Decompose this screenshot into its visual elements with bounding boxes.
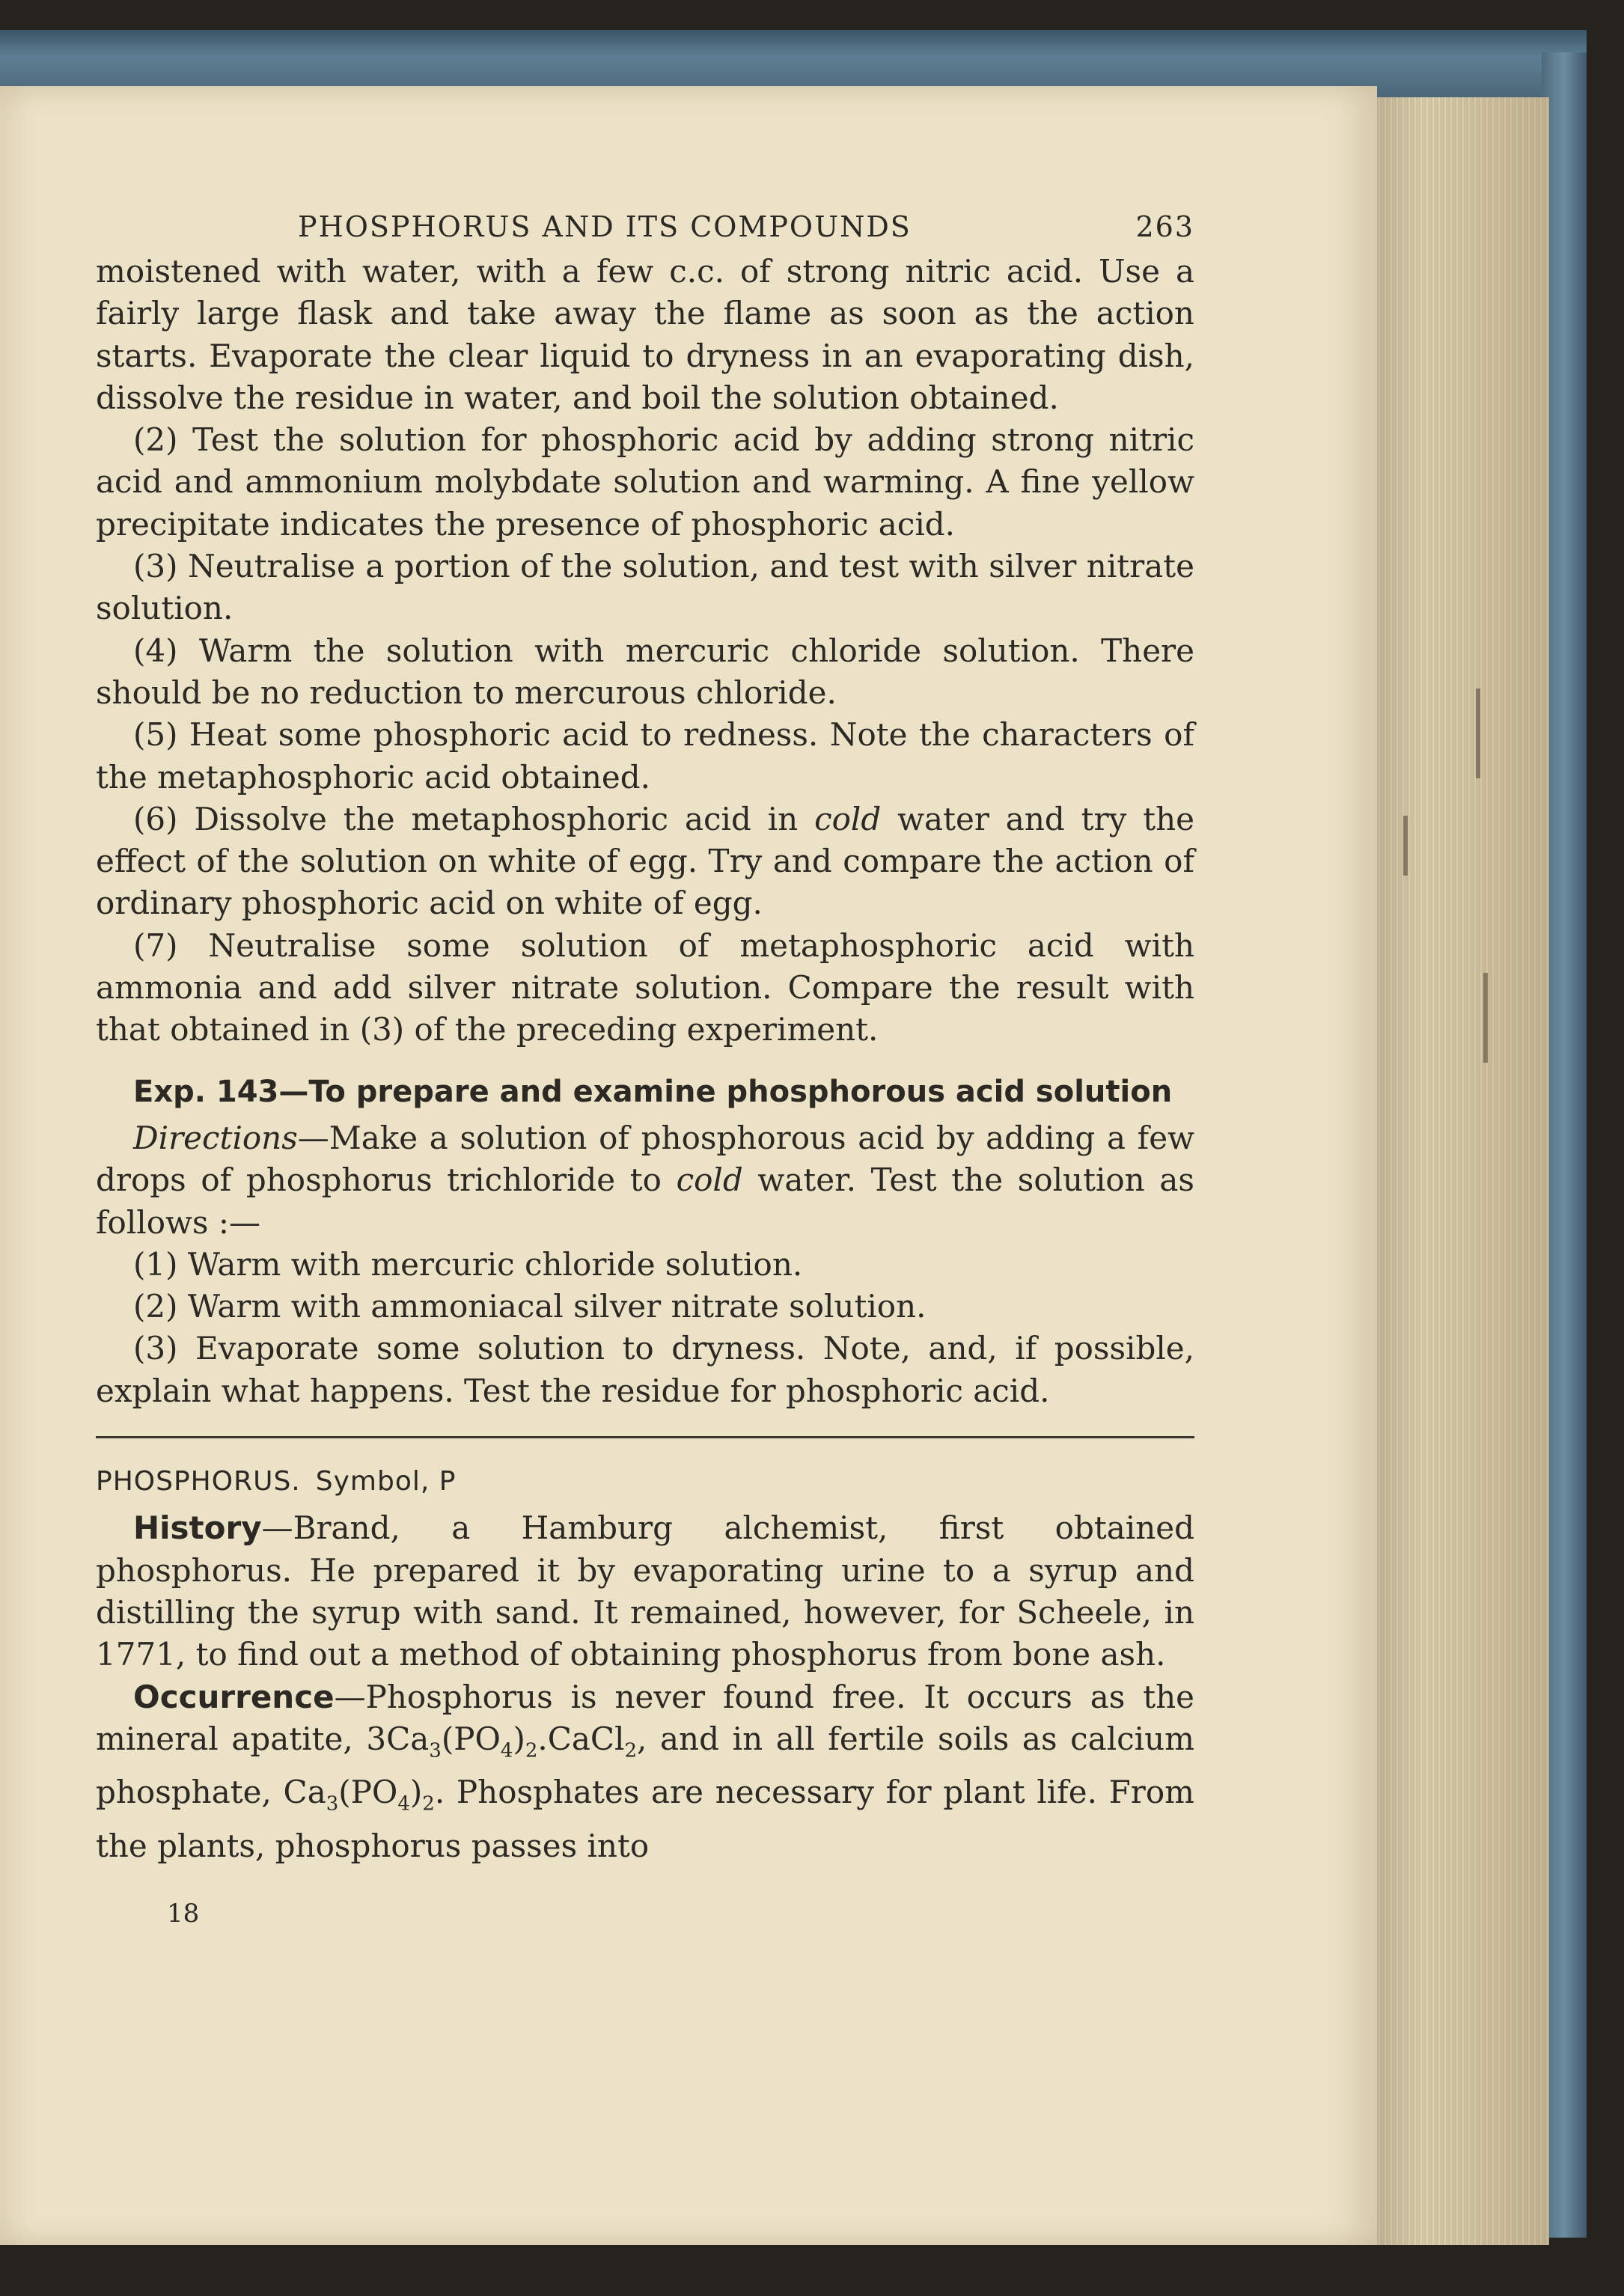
paragraph-step-4: (4) Warm the solution with mercuric chloride solution. There should be no reduction to mercurous chloride. <box>96 632 1194 711</box>
paragraph-step-5: (5) Heat some phosphoric acid to redness. Note the characters of the metaphosphoric acid obtained. <box>96 716 1194 796</box>
occurrence-label: Occurrence <box>133 1678 335 1715</box>
page-edge-mark <box>1483 973 1488 1063</box>
experiment-heading <box>96 1071 1194 1113</box>
paragraph-step-7: (7) Neutralise some solution of metaphosphoric acid with ammonia and add silver nitrate solution. Compare the result with that obtained in (3) of the preceding experiment. <box>96 926 1194 1048</box>
directions-label: Directions <box>133 1119 298 1156</box>
occurrence-text: ) <box>409 1774 423 1811</box>
page-edge-mark <box>1476 689 1480 778</box>
occurrence-text: ) <box>513 1720 525 1757</box>
experiment-title: —To prepare and examine phosphorous acid solution <box>278 1074 1173 1109</box>
occurrence-text: .CaCl <box>537 1720 625 1757</box>
running-head-title: PHOSPHORUS AND ITS COMPOUNDS <box>298 210 912 243</box>
experiment-step-2: (2) Warm with ammoniacal silver nitrate solution. <box>133 1288 927 1325</box>
running-head <box>96 206 1194 251</box>
occurrence-text: (PO <box>441 1720 501 1757</box>
step-6-italic: cold <box>814 800 882 837</box>
page-edges-shade <box>1370 97 1549 2245</box>
paragraph-step-3: (3) Neutralise a portion of the solution, and test with silver nitrate solution. <box>96 548 1194 627</box>
step-6-text: (6) Dissolve the metaphosphoric acid in <box>133 800 815 837</box>
directions-text-end: water. Test the solution as follows :— <box>96 1161 1194 1241</box>
experiment-step-1: (1) Warm with mercuric chloride solution. <box>133 1245 803 1283</box>
directions-italic: cold <box>676 1161 743 1199</box>
paragraph-step-2: (2) Test the solution for phosphoric acid by adding strong nitric acid and ammonium molybdate solution and warming. A fine yellow precipitate indicates the presence of phosphoric acid. <box>96 421 1194 543</box>
subscript: 2 <box>525 1739 538 1762</box>
history-paragraph <box>96 1507 1194 1676</box>
paragraph-step-6 <box>96 799 1194 925</box>
paragraph-continuation: moistened with water, with a few c.c. of strong nitric acid. Use a fairly large flask and take away the flame as soon as the action starts. Evaporate the clear liquid to dryness in an evaporating dish, dissolve the residue in water, and boil the solution obtained. <box>96 253 1194 416</box>
subscript: 2 <box>422 1792 435 1816</box>
page-content <box>96 206 1194 1935</box>
history-label: History <box>133 1509 262 1547</box>
experiment-step-3: (3) Evaporate some solution to dryness. Note, and, if possible, explain what happens. Test the residue for phosphoric acid. <box>96 1330 1194 1409</box>
step-6-text-end: water and try the effect of the solution on white of egg. Try and compare the action of ordinary phosphoric acid on white of egg. <box>96 800 1194 922</box>
subscript: 4 <box>397 1792 410 1816</box>
directions-text: —Make a solution of phosphorous acid by adding a few drops of phosphorus trichloride to <box>96 1119 1194 1199</box>
occurrence-text: , and in all fertile soils as calcium phosphate, Ca <box>96 1720 1194 1811</box>
page-edge-mark <box>1403 816 1408 876</box>
occurrence-text: . Phosphates are necessary for plant life. From the plants, phosphorus passes into <box>96 1774 1194 1865</box>
section-symbol: Symbol, P <box>315 1466 457 1497</box>
subscript: 2 <box>624 1739 638 1762</box>
subscript: 3 <box>326 1792 339 1816</box>
page-number: 263 <box>1135 210 1194 243</box>
occurrence-text: (PO <box>338 1774 398 1811</box>
section-heading <box>96 1461 1194 1503</box>
signature-mark: 18 <box>167 1899 200 1929</box>
experiment-number: Exp. 143 <box>133 1074 279 1109</box>
section-divider <box>96 1436 1194 1438</box>
occurrence-paragraph <box>96 1676 1194 1868</box>
subscript: 3 <box>429 1739 442 1762</box>
experiment-directions <box>96 1117 1194 1244</box>
history-text: —Brand, a Hamburg alchemist, first obtained phosphorus. He prepared it by evaporating urine to a syrup and distilling the syrup with sand. It remained, however, for Scheele, in 1771, to find out a method of obtaining phosphorus from bone ash. <box>96 1509 1194 1673</box>
section-name: PHOSPHORUS. <box>96 1466 301 1497</box>
subscript: 4 <box>500 1739 513 1762</box>
occurrence-text: —Phosphorus is never found free. It occurs as the mineral apatite, 3Ca <box>96 1678 1194 1757</box>
